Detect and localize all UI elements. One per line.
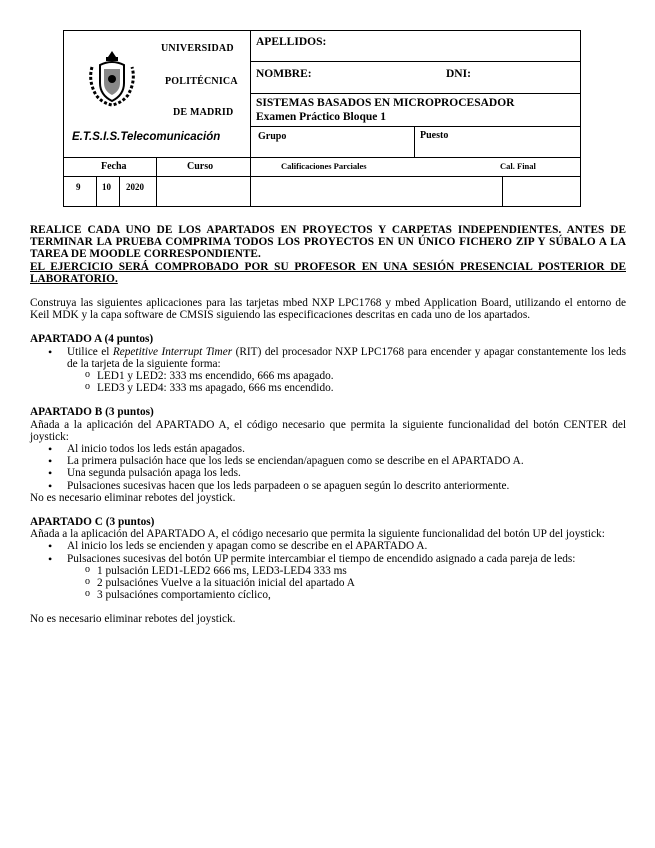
apartado-b-intro: Añada a la aplicación del APARTADO A, el código necesario que permita la siguiente funcionalidad del botón CENTER del joystick:	[30, 418, 626, 443]
puesto-label: Puesto	[420, 130, 449, 141]
list-item: • La primera pulsación hace que los leds se enciendan/apaguen como se describe en el APARTADO A.	[30, 455, 626, 467]
divider	[119, 176, 120, 207]
divider	[250, 31, 251, 207]
apartado-c-intro: Añada a la aplicación del APARTADO A, el código necesario que permita la siguiente funcionalidad del botón UP del joystick:	[30, 528, 605, 541]
list-item: o 3 pulsaciónes comportamiento cíclico,	[30, 589, 626, 601]
nombre-label: NOMBRE:	[256, 68, 312, 80]
apartado-c-title: APARTADO C (3 puntos)	[30, 516, 155, 529]
date-month: 10	[102, 182, 111, 192]
university-crest-icon	[86, 47, 138, 109]
school-name: E.T.S.I.S.Telecomunicación	[72, 131, 221, 143]
divider	[250, 126, 580, 127]
apartado-c-note: No es necesario eliminar rebotes del joystick.	[30, 613, 236, 626]
list-item: • Pulsaciones sucesivas hacen que los leds parpadeen o se apaguen según lo descrito anteriormente.	[30, 480, 626, 492]
list-item: • Pulsaciones sucesivas del botón UP permite intercambiar el tiempo de encendido asignado a cada pareja de leds: o 1 pulsación LED1-LED2 666 ms, LED3-LED4 333 ms o 2 pulsaciónes Vuelve a la situación inicial del apartado A o 3 pulsaciónes comportamiento cíclico,	[30, 553, 626, 602]
curso-label: Curso	[187, 161, 214, 172]
apartado-a-title: APARTADO A (4 puntos)	[30, 333, 154, 346]
date-year: 2020	[126, 182, 144, 192]
cal-final-label: Cal. Final	[500, 161, 536, 171]
list-item: o 1 pulsación LED1-LED2 666 ms, LED3-LED4 333 ms	[30, 565, 626, 577]
subject-title: SISTEMAS BASADOS EN MICROPROCESADOR	[256, 97, 515, 109]
divider	[156, 157, 157, 207]
list-item: • Al inicio todos los leds están apagados.	[30, 443, 626, 455]
divider	[250, 61, 580, 62]
university-line-3: DE MADRID	[173, 107, 234, 118]
divider	[64, 176, 580, 177]
divider	[502, 176, 503, 207]
divider	[96, 176, 97, 207]
grupo-label: Grupo	[258, 131, 287, 142]
exam-title: Examen Práctico Bloque 1	[256, 111, 386, 123]
exam-content	[30, 224, 626, 626]
exam-header-table	[63, 30, 581, 207]
intro-paragraph: Construya las siguientes aplicaciones para las tarjetas mbed NXP LPC1768 y mbed Application Board, utilizando el entorno de Keil MDK y la capa software de CMSIS siguiendo las especificaciones descritas en cada uno de los apartados.	[30, 297, 626, 322]
list-item: • Una segunda pulsación apaga los leds.	[30, 467, 626, 479]
list-item: • Al inicio los leds se encienden y apagan como se describe en el APARTADO A.	[30, 540, 626, 552]
apartado-b-title: APARTADO B (3 puntos)	[30, 406, 154, 419]
date-day: 9	[76, 182, 81, 192]
apellidos-label: APELLIDOS:	[256, 36, 327, 48]
university-line-1: UNIVERSIDAD	[161, 43, 234, 54]
instructions-note: EL EJERCICIO SERÁ COMPROBADO POR SU PROFESOR EN UNA SESIÓN PRESENCIAL POSTERIOR DE LABORATORIO.	[30, 260, 626, 285]
fecha-label: Fecha	[101, 161, 127, 172]
dni-label: DNI:	[446, 68, 471, 80]
university-line-2: POLITÉCNICA	[165, 76, 238, 87]
divider	[414, 126, 415, 158]
instructions-warning: REALICE CADA UNO DE LOS APARTADOS EN PROYECTOS Y CARPETAS INDEPENDIENTES. ANTES DE TERMINAR LA PRUEBA COMPRIMA TODOS LOS PROYECTOS EN UN ÚNICO FICHERO ZIP Y SÚBALO A LA TAREA DE MOODLE CORRESPONDIENTE.	[30, 224, 626, 261]
divider	[64, 157, 580, 158]
list-item: o LED1 y LED2: 333 ms encendido, 666 ms apagado.	[30, 370, 626, 382]
divider	[250, 93, 580, 94]
calificaciones-label: Calificaciones Parciales	[281, 161, 367, 171]
list-item: • Utilice el Repetitive Interrupt Timer (RIT) del procesador NXP LPC1768 para encender y apagar constantemente los leds de la tarjeta de la siguiente forma: o LED1 y LED2: 333 ms encendido, 666 ms apagado. o LED3 y LED4: 333 ms apagado, 666 ms encendido.	[30, 346, 626, 395]
apartado-b-note: No es necesario eliminar rebotes del joystick.	[30, 491, 236, 504]
list-item: o LED3 y LED4: 333 ms apagado, 666 ms encendido.	[30, 382, 626, 394]
list-item: o 2 pulsaciónes Vuelve a la situación inicial del apartado A	[30, 577, 626, 589]
